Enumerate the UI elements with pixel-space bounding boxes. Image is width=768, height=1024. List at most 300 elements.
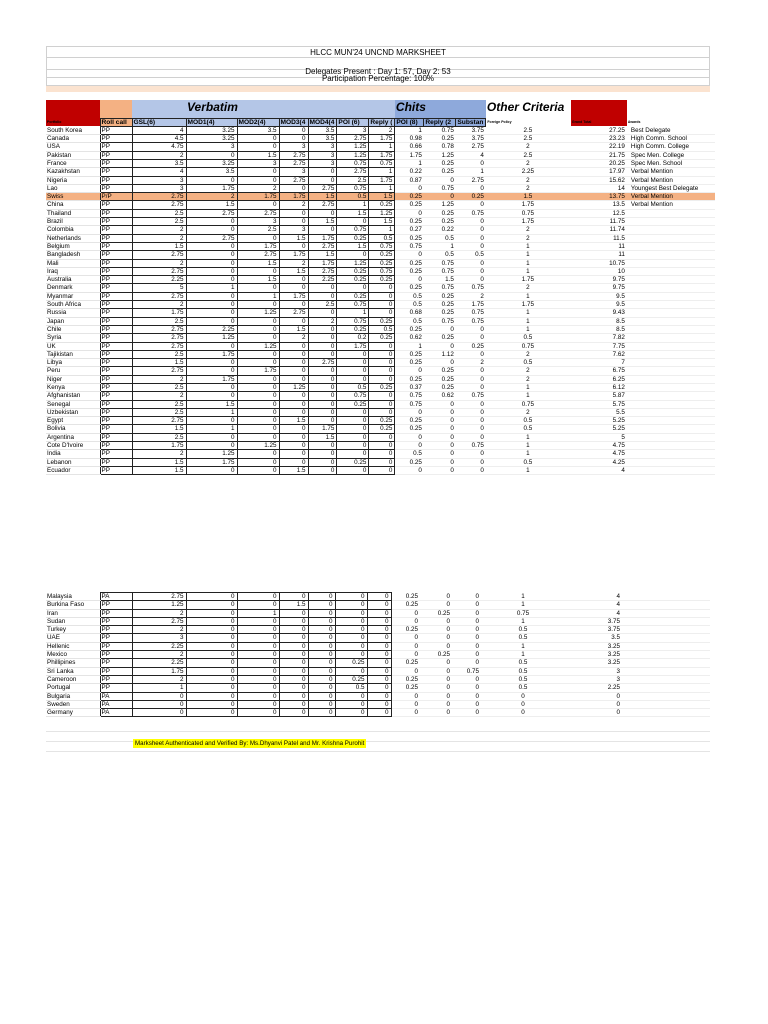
chit-score-cell: 0.25 bbox=[424, 292, 456, 300]
total-cell: 6.25 bbox=[571, 375, 627, 383]
chit-score-cell: 0.25 bbox=[395, 201, 424, 209]
verbatim-score-cell: 0 bbox=[186, 226, 237, 234]
verbatim-score-cell: 0 bbox=[186, 309, 237, 317]
verbatim-score-cell: 2.5 bbox=[132, 350, 186, 358]
verbatim-score-cell: 1.25 bbox=[369, 209, 395, 217]
total-cell: 8.5 bbox=[571, 317, 627, 325]
verbatim-score-cell: 2.75 bbox=[308, 201, 337, 209]
chit-score-cell: 1 bbox=[395, 342, 424, 350]
verbatim-score-cell: 1 bbox=[337, 309, 369, 317]
total-cell: 0 bbox=[566, 692, 622, 700]
total-cell: 17.97 bbox=[571, 168, 627, 176]
award-cell bbox=[622, 675, 710, 683]
chit-score-cell: 2.75 bbox=[456, 143, 486, 151]
table-row bbox=[46, 634, 710, 642]
portfolio-cell: South Africa bbox=[46, 301, 100, 309]
chit-score-cell: 0 bbox=[395, 408, 424, 416]
foreign-policy-cell: 2 bbox=[486, 176, 571, 184]
chit-score-cell: 0.25 bbox=[424, 218, 456, 226]
chit-score-cell: 0 bbox=[391, 634, 420, 642]
verbatim-score-cell: 0 bbox=[237, 709, 279, 717]
total-cell: 27.25 bbox=[571, 126, 627, 134]
foreign-policy-cell: 0.5 bbox=[481, 667, 566, 675]
chit-score-cell: 0 bbox=[420, 709, 452, 717]
verbatim-score-cell: 0 bbox=[308, 442, 337, 450]
verbatim-score-cell: 5 bbox=[132, 284, 186, 292]
verbatim-score-cell: 0 bbox=[186, 251, 237, 259]
verbatim-score-cell: 2 bbox=[132, 392, 186, 400]
verbatim-score-cell: 0 bbox=[279, 375, 308, 383]
chit-score-cell: 0 bbox=[395, 433, 424, 441]
chit-score-cell: 1.12 bbox=[424, 350, 456, 358]
foreign-policy-cell: 2 bbox=[486, 284, 571, 292]
verbatim-score-cell: 0 bbox=[237, 684, 279, 692]
verbatim-score-cell: 0 bbox=[308, 226, 337, 234]
portfolio-cell: Iran bbox=[46, 609, 100, 617]
award-cell bbox=[627, 259, 715, 267]
verbatim-score-cell: 0.25 bbox=[369, 334, 395, 342]
chit-score-cell: 0.25 bbox=[424, 135, 456, 143]
award-cell bbox=[622, 626, 710, 634]
foreign-policy-cell: 0 bbox=[481, 700, 566, 708]
portfolio-cell: Argentina bbox=[46, 433, 100, 441]
verbatim-score-cell: 0 bbox=[186, 176, 237, 184]
verbatim-score-cell: 1.25 bbox=[237, 442, 279, 450]
verbatim-score-cell: 0 bbox=[337, 417, 369, 425]
verbatim-score-cell: 2 bbox=[279, 259, 308, 267]
header-awards-blank bbox=[627, 100, 715, 118]
table-row bbox=[46, 450, 715, 458]
verbatim-score-cell: 0 bbox=[237, 392, 279, 400]
verbatim-score-cell: 2.75 bbox=[186, 234, 237, 242]
portfolio-cell: Malaysia bbox=[46, 593, 100, 601]
verbatim-score-cell: 0 bbox=[308, 309, 337, 317]
verbatim-score-cell: 2.75 bbox=[132, 292, 186, 300]
verbatim-score-cell: 0 bbox=[308, 700, 335, 708]
award-cell: Spec Men. College bbox=[627, 151, 715, 159]
rollcall-cell: PP bbox=[100, 651, 132, 659]
chit-score-cell: 0.75 bbox=[456, 284, 486, 292]
chit-score-cell: 0.25 bbox=[424, 301, 456, 309]
award-cell bbox=[622, 684, 710, 692]
verbatim-score-cell: 0 bbox=[279, 675, 308, 683]
foreign-policy-cell: 0.5 bbox=[481, 626, 566, 634]
portfolio-cell: Pakistan bbox=[46, 151, 100, 159]
table-row bbox=[46, 709, 710, 717]
verbatim-score-cell: 2.75 bbox=[132, 251, 186, 259]
verbatim-score-cell: 0 bbox=[337, 466, 369, 474]
verbatim-score-cell: 0 bbox=[279, 609, 308, 617]
verbatim-score-cell: 1.5 bbox=[279, 466, 308, 474]
chit-score-cell: 0.75 bbox=[395, 392, 424, 400]
verbatim-score-cell: 2.75 bbox=[308, 184, 337, 192]
portfolio-cell: Phillipines bbox=[46, 659, 100, 667]
verbatim-score-cell: 0 bbox=[308, 450, 337, 458]
chit-score-cell: 0 bbox=[395, 209, 424, 217]
chit-score-cell: 0 bbox=[391, 700, 420, 708]
verbatim-score-cell: 0 bbox=[186, 659, 237, 667]
verbatim-score-cell: 0 bbox=[237, 143, 279, 151]
table-row bbox=[46, 342, 715, 350]
verbatim-score-cell: 0 bbox=[279, 350, 308, 358]
total-cell: 9.75 bbox=[571, 284, 627, 292]
verbatim-score-cell: 0 bbox=[279, 284, 308, 292]
portfolio-cell: Niger bbox=[46, 375, 100, 383]
chit-score-cell: 0 bbox=[456, 325, 486, 333]
verbatim-score-cell: 0 bbox=[308, 375, 337, 383]
total-cell: 5.5 bbox=[571, 408, 627, 416]
verbatim-score-cell: 0 bbox=[279, 276, 308, 284]
verbatim-score-cell: 0 bbox=[367, 642, 391, 650]
verbatim-score-cell: 0 bbox=[335, 601, 367, 609]
portfolio-cell: Bolivia bbox=[46, 425, 100, 433]
chit-score-cell: 0 bbox=[456, 159, 486, 167]
verbatim-score-cell: 0 bbox=[369, 350, 395, 358]
verbatim-score-cell: 0 bbox=[279, 692, 308, 700]
verbatim-score-cell: 0 bbox=[367, 593, 391, 601]
verbatim-score-cell: 0 bbox=[308, 342, 337, 350]
portfolio-cell: Colombia bbox=[46, 226, 100, 234]
rollcall-cell: PP bbox=[100, 367, 132, 375]
verbatim-score-cell: 0 bbox=[279, 359, 308, 367]
portfolio-cell: Egypt bbox=[46, 417, 100, 425]
verbatim-score-cell: 1.5 bbox=[337, 242, 369, 250]
verbatim-score-cell: 0.25 bbox=[369, 251, 395, 259]
verbatim-score-cell: 2.75 bbox=[279, 151, 308, 159]
award-cell bbox=[627, 359, 715, 367]
chit-score-cell: 1 bbox=[395, 126, 424, 134]
table-row bbox=[46, 675, 710, 683]
verbatim-score-cell: 0 bbox=[186, 242, 237, 250]
verbatim-score-cell: 2.75 bbox=[337, 135, 369, 143]
chit-score-cell: 0 bbox=[456, 375, 486, 383]
verbatim-score-cell: 0 bbox=[237, 334, 279, 342]
foreign-policy-cell: 1 bbox=[486, 466, 571, 474]
verbatim-score-cell: 0 bbox=[237, 176, 279, 184]
verbatim-score-cell: 0.75 bbox=[369, 159, 395, 167]
chit-score-cell: 0 bbox=[456, 350, 486, 358]
verbatim-score-cell: 0 bbox=[279, 651, 308, 659]
verbatim-score-cell: 0.75 bbox=[337, 392, 369, 400]
award-cell bbox=[627, 276, 715, 284]
verbatim-score-cell: 2 bbox=[132, 626, 186, 634]
portfolio-cell: Nigeria bbox=[46, 176, 100, 184]
verbatim-score-cell: 0 bbox=[186, 292, 237, 300]
foreign-policy-cell: 1 bbox=[486, 384, 571, 392]
chit-score-cell: 0.25 bbox=[456, 342, 486, 350]
verbatim-score-cell: 1.5 bbox=[308, 251, 337, 259]
chit-score-cell: 0 bbox=[456, 259, 486, 267]
verbatim-score-cell: 2 bbox=[132, 675, 186, 683]
foreign-policy-cell: 2 bbox=[486, 367, 571, 375]
foreign-policy-cell: 1 bbox=[486, 251, 571, 259]
chit-score-cell: 0.75 bbox=[424, 126, 456, 134]
portfolio-cell: China bbox=[46, 201, 100, 209]
verbatim-score-cell: 0 bbox=[186, 609, 237, 617]
total-cell: 10 bbox=[571, 267, 627, 275]
portfolio-cell: Uzbekistan bbox=[46, 408, 100, 416]
table-row bbox=[46, 201, 715, 209]
chit-score-cell: 0 bbox=[420, 634, 452, 642]
verbatim-score-cell: 2.75 bbox=[308, 242, 337, 250]
portfolio-cell: Chile bbox=[46, 325, 100, 333]
verbatim-score-cell: 1 bbox=[369, 168, 395, 176]
award-cell bbox=[627, 458, 715, 466]
rollcall-cell: PA bbox=[100, 692, 132, 700]
verbatim-score-cell: 0 bbox=[186, 392, 237, 400]
verbatim-score-cell: 3 bbox=[337, 126, 369, 134]
chit-score-cell: 0 bbox=[452, 700, 481, 708]
verbatim-score-cell: 0 bbox=[186, 267, 237, 275]
chit-score-cell: 0.25 bbox=[395, 350, 424, 358]
total-cell: 11.5 bbox=[571, 234, 627, 242]
header-orange-rollcall bbox=[100, 100, 132, 118]
verbatim-score-cell: 1.5 bbox=[337, 209, 369, 217]
foreign-policy-cell: 2 bbox=[486, 143, 571, 151]
chit-score-cell: 0 bbox=[452, 593, 481, 601]
verbatim-score-cell: 0 bbox=[186, 667, 237, 675]
verbatim-score-cell: 3.25 bbox=[186, 135, 237, 143]
table-row bbox=[46, 135, 715, 143]
chit-score-cell: 0.75 bbox=[424, 317, 456, 325]
verbatim-score-cell: 2.5 bbox=[132, 408, 186, 416]
verbatim-score-cell: 0 bbox=[308, 601, 335, 609]
col-awards: Awards bbox=[627, 119, 641, 124]
verbatim-score-cell: 0 bbox=[367, 684, 391, 692]
verbatim-score-cell: 2.75 bbox=[132, 334, 186, 342]
foreign-policy-cell: 2 bbox=[486, 184, 571, 192]
verbatim-score-cell: 0 bbox=[308, 209, 337, 217]
verbatim-score-cell: 1.5 bbox=[369, 193, 395, 201]
rollcall-cell: PP bbox=[100, 609, 132, 617]
verbatim-score-cell: 0 bbox=[308, 667, 335, 675]
total-cell: 6.75 bbox=[571, 367, 627, 375]
verbatim-score-cell: 1.75 bbox=[186, 350, 237, 358]
chit-score-cell: 0.25 bbox=[395, 417, 424, 425]
col-rollcall: Roll call bbox=[100, 118, 132, 126]
verbatim-score-cell: 4.5 bbox=[132, 135, 186, 143]
portfolio-cell: Mali bbox=[46, 259, 100, 267]
verbatim-score-cell: 3 bbox=[237, 218, 279, 226]
verbatim-score-cell: 2 bbox=[132, 375, 186, 383]
total-cell: 3 bbox=[566, 675, 622, 683]
chit-score-cell: 0.25 bbox=[395, 218, 424, 226]
verbatim-score-cell: 1.5 bbox=[132, 425, 186, 433]
chit-score-cell: 0 bbox=[424, 359, 456, 367]
chit-score-cell: 0.25 bbox=[395, 267, 424, 275]
verbatim-score-cell: 2.5 bbox=[132, 218, 186, 226]
chit-score-cell: 2.75 bbox=[456, 176, 486, 184]
verbatim-score-cell: 4 bbox=[132, 168, 186, 176]
total-cell: 4 bbox=[571, 466, 627, 474]
table-row bbox=[46, 226, 715, 234]
verbatim-score-cell: 0 bbox=[186, 259, 237, 267]
verbatim-score-cell: 2.5 bbox=[132, 209, 186, 217]
chit-score-cell: 0 bbox=[456, 218, 486, 226]
chit-score-cell: 0.66 bbox=[395, 143, 424, 151]
table-row bbox=[46, 384, 715, 392]
rollcall-cell: PP bbox=[100, 151, 132, 159]
verbatim-score-cell: 0 bbox=[367, 675, 391, 683]
verbatim-score-cell: 1.5 bbox=[132, 466, 186, 474]
portfolio-cell: Denmark bbox=[46, 284, 100, 292]
verbatim-score-cell: 0.25 bbox=[337, 458, 369, 466]
chit-score-cell: 0.87 bbox=[395, 176, 424, 184]
chit-score-cell: 0.25 bbox=[420, 609, 452, 617]
verbatim-score-cell: 0.75 bbox=[337, 184, 369, 192]
foreign-policy-cell: 2.25 bbox=[486, 168, 571, 176]
foreign-policy-cell: 2.5 bbox=[486, 151, 571, 159]
rollcall-cell: P/P bbox=[100, 193, 132, 201]
verbatim-score-cell: 0.25 bbox=[337, 276, 369, 284]
verbatim-score-cell: 1.5 bbox=[237, 151, 279, 159]
verbatim-score-cell: 0 bbox=[237, 301, 279, 309]
rollcall-cell: PP bbox=[100, 417, 132, 425]
chit-score-cell: 1.75 bbox=[395, 151, 424, 159]
foreign-policy-cell: 0.5 bbox=[486, 458, 571, 466]
chit-score-cell: 0 bbox=[391, 617, 420, 625]
table-row bbox=[46, 659, 710, 667]
verbatim-score-cell: 2 bbox=[132, 234, 186, 242]
total-cell: 3.25 bbox=[566, 651, 622, 659]
chit-score-cell: 0 bbox=[452, 609, 481, 617]
verbatim-score-cell: 0 bbox=[369, 450, 395, 458]
chit-score-cell: 0.75 bbox=[456, 209, 486, 217]
total-cell: 4.25 bbox=[571, 458, 627, 466]
verbatim-score-cell: 0 bbox=[132, 692, 186, 700]
total-cell: 4 bbox=[566, 609, 622, 617]
chit-score-cell: 0 bbox=[452, 634, 481, 642]
chit-score-cell: 0.75 bbox=[456, 442, 486, 450]
verbatim-score-cell: 0 bbox=[367, 709, 391, 717]
rollcall-cell: PP bbox=[100, 159, 132, 167]
col-gsl: GSL(6) bbox=[132, 118, 186, 126]
verbatim-score-cell: 1 bbox=[237, 292, 279, 300]
table-row bbox=[46, 609, 710, 617]
portfolio-cell: Sudan bbox=[46, 617, 100, 625]
verbatim-score-cell: 0 bbox=[367, 667, 391, 675]
chit-score-cell: 0 bbox=[420, 659, 452, 667]
chit-score-cell: 0.25 bbox=[391, 659, 420, 667]
verbatim-score-cell: 0.25 bbox=[337, 234, 369, 242]
table-row bbox=[46, 309, 715, 317]
verbatim-score-cell: 0 bbox=[186, 384, 237, 392]
rollcall-cell: PP bbox=[100, 642, 132, 650]
verbatim-score-cell: 1 bbox=[337, 201, 369, 209]
rollcall-cell: PP bbox=[100, 168, 132, 176]
chit-score-cell: 0.25 bbox=[424, 367, 456, 375]
foreign-policy-cell: 0.5 bbox=[481, 659, 566, 667]
chit-score-cell: 0.25 bbox=[391, 675, 420, 683]
chit-score-cell: 0 bbox=[456, 400, 486, 408]
verbatim-score-cell: 2.5 bbox=[132, 400, 186, 408]
verbatim-score-cell: 2.25 bbox=[186, 325, 237, 333]
verbatim-score-cell: 0.5 bbox=[337, 193, 369, 201]
chit-score-cell: 0 bbox=[456, 450, 486, 458]
verbatim-score-cell: 0 bbox=[186, 151, 237, 159]
rollcall-cell: PP bbox=[100, 408, 132, 416]
total-cell: 5.25 bbox=[571, 425, 627, 433]
total-cell: 3.25 bbox=[566, 642, 622, 650]
award-cell: Verbal Mention bbox=[627, 176, 715, 184]
verbatim-score-cell: 2.75 bbox=[237, 251, 279, 259]
verbatim-score-cell: 0 bbox=[279, 301, 308, 309]
verbatim-score-cell: 0 bbox=[367, 626, 391, 634]
chit-score-cell: 0 bbox=[456, 276, 486, 284]
foreign-policy-cell: 1.5 bbox=[486, 193, 571, 201]
verbatim-score-cell: 0 bbox=[186, 317, 237, 325]
total-cell: 2.25 bbox=[566, 684, 622, 692]
verbatim-score-cell: 0 bbox=[237, 234, 279, 242]
portfolio-cell: Cote D'Ivoire bbox=[46, 442, 100, 450]
rollcall-cell: PP bbox=[100, 675, 132, 683]
total-cell: 9.75 bbox=[571, 276, 627, 284]
verbatim-score-cell: 0 bbox=[308, 609, 335, 617]
award-cell: Best Delegate bbox=[627, 126, 715, 134]
verbatim-score-cell: 0 bbox=[308, 709, 335, 717]
verbatim-score-cell: 0 bbox=[369, 301, 395, 309]
verbatim-score-cell: 1.5 bbox=[186, 400, 237, 408]
foreign-policy-cell: 1 bbox=[481, 617, 566, 625]
total-cell: 4.75 bbox=[571, 442, 627, 450]
chit-score-cell: 0 bbox=[395, 466, 424, 474]
verbatim-score-cell: 0 bbox=[237, 359, 279, 367]
verbatim-score-cell: 0 bbox=[337, 433, 369, 441]
verbatim-score-cell: 2.5 bbox=[308, 301, 337, 309]
verbatim-score-cell: 0.5 bbox=[335, 684, 367, 692]
verbatim-score-cell: 1 bbox=[132, 684, 186, 692]
verbatim-score-cell: 0 bbox=[237, 651, 279, 659]
foreign-policy-cell: 1 bbox=[486, 325, 571, 333]
chit-score-cell: 0.25 bbox=[424, 384, 456, 392]
foreign-policy-cell: 0 bbox=[481, 692, 566, 700]
col-mod4: MOD4(4 bbox=[308, 118, 337, 126]
sheet-title: HLCC MUN'24 UNCND MARKSHEET bbox=[46, 46, 710, 58]
rollcall-cell: PP bbox=[100, 184, 132, 192]
rollcall-cell: PP bbox=[100, 684, 132, 692]
chit-score-cell: 0 bbox=[420, 617, 452, 625]
chit-score-cell: 0 bbox=[424, 193, 456, 201]
col-mod1: MOD1(4) bbox=[186, 118, 237, 126]
verbatim-score-cell: 1.5 bbox=[132, 359, 186, 367]
rollcall-cell: PP bbox=[100, 176, 132, 184]
rollcall-cell: PP bbox=[100, 135, 132, 143]
table-row bbox=[46, 408, 715, 416]
foreign-policy-cell: 1 bbox=[486, 442, 571, 450]
verbatim-score-cell: 0 bbox=[186, 617, 237, 625]
foreign-policy-cell: 1 bbox=[481, 601, 566, 609]
chit-score-cell: 0.25 bbox=[424, 209, 456, 217]
chit-score-cell: 0 bbox=[391, 692, 420, 700]
award-cell bbox=[622, 651, 710, 659]
portfolio-cell: Burkina Faso bbox=[46, 601, 100, 609]
verbatim-score-cell: 0 bbox=[237, 168, 279, 176]
chit-score-cell: 0.27 bbox=[395, 226, 424, 234]
verbatim-score-cell: 0 bbox=[367, 601, 391, 609]
chit-score-cell: 0.75 bbox=[424, 184, 456, 192]
foreign-policy-cell: 2 bbox=[486, 408, 571, 416]
verbatim-score-cell: 3 bbox=[132, 176, 186, 184]
foreign-policy-cell: 2.5 bbox=[486, 135, 571, 143]
chit-score-cell: 0.25 bbox=[424, 334, 456, 342]
total-cell: 7 bbox=[571, 359, 627, 367]
table-row bbox=[46, 350, 715, 358]
award-cell bbox=[627, 342, 715, 350]
verbatim-score-cell: 2 bbox=[279, 334, 308, 342]
portfolio-cell: Japan bbox=[46, 317, 100, 325]
verbatim-score-cell: 1.5 bbox=[237, 276, 279, 284]
chit-score-cell: 0 bbox=[424, 325, 456, 333]
